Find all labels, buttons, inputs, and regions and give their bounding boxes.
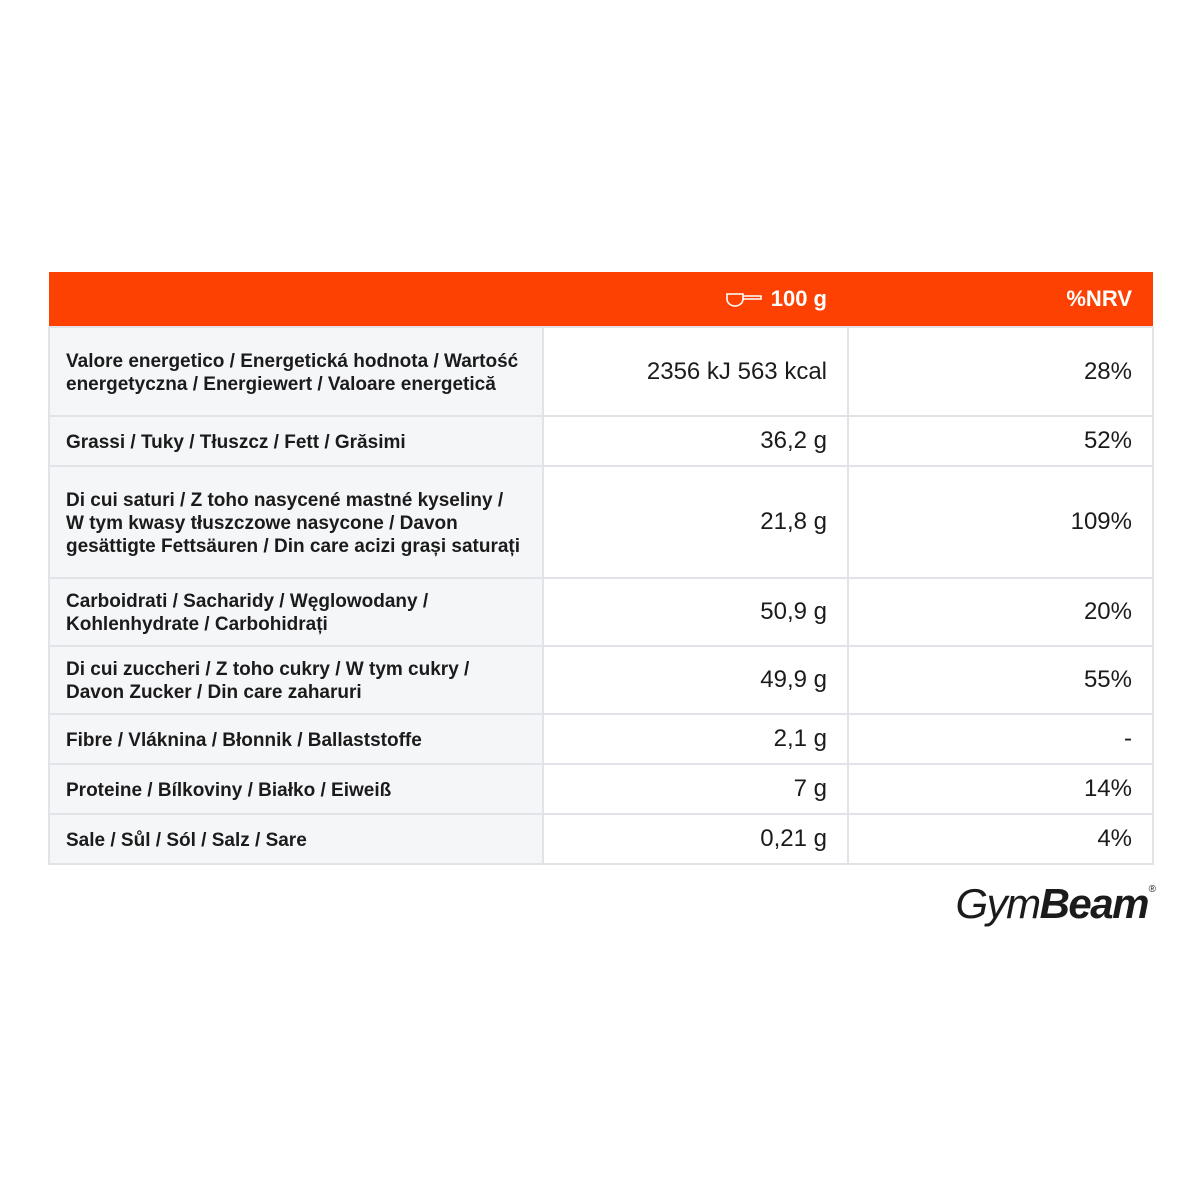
logo-text-beam: Beam	[1039, 880, 1148, 927]
nutrient-label: Proteine / Bílkoviny / Białko / Eiweiß	[49, 764, 543, 814]
scoop-icon	[725, 290, 763, 308]
amount-per-100g: 36,2 g	[543, 416, 848, 466]
nrv-value: 52%	[848, 416, 1153, 466]
amount-per-100g: 2356 kJ 563 kcal	[543, 327, 848, 416]
nrv-value: -	[848, 714, 1153, 764]
nrv-value: 109%	[848, 466, 1153, 578]
gymbeam-logo	[955, 880, 1156, 928]
table-row	[49, 814, 1153, 864]
nrv-value: 4%	[848, 814, 1153, 864]
table-row	[49, 466, 1153, 578]
table-row	[49, 764, 1153, 814]
registered-mark: ®	[1148, 884, 1156, 895]
nrv-value: 20%	[848, 578, 1153, 646]
nutrition-table	[48, 272, 1154, 865]
amount-per-100g: 0,21 g	[543, 814, 848, 864]
nutrient-label: Grassi / Tuky / Tłuszcz / Fett / Grăsimi	[49, 416, 543, 466]
header-nrv-column: %NRV	[848, 272, 1153, 327]
nrv-value: 28%	[848, 327, 1153, 416]
nrv-value: 55%	[848, 646, 1153, 714]
nutrient-label: Sale / Sůl / Sól / Salz / Sare	[49, 814, 543, 864]
table-row	[49, 416, 1153, 466]
header-nutrient-column	[49, 272, 543, 327]
header-serving-column	[543, 272, 848, 327]
table-row	[49, 578, 1153, 646]
amount-per-100g: 2,1 g	[543, 714, 848, 764]
nutrient-label: Carboidrati / Sacharidy / Węglowodany / Kohlenhydrate / Carbohidrați	[49, 578, 543, 646]
serving-size-label: 100 g	[770, 286, 827, 311]
amount-per-100g: 49,9 g	[543, 646, 848, 714]
nrv-value: 14%	[848, 764, 1153, 814]
table-row	[49, 327, 1153, 416]
amount-per-100g: 21,8 g	[543, 466, 848, 578]
nutrient-label: Di cui saturi / Z toho nasycené mastné kyseliny / W tym kwasy tłuszczowe nasycone / Davon gesättigte Fettsäuren / Din care acizi grași saturați	[49, 466, 543, 578]
nutrient-label: Di cui zuccheri / Z toho cukry / W tym cukry / Davon Zucker / Din care zaharuri	[49, 646, 543, 714]
table-row	[49, 714, 1153, 764]
table-header-row	[49, 272, 1153, 327]
logo-text-gym: Gym	[955, 880, 1040, 927]
nutrient-label: Valore energetico / Energetická hodnota / Wartość energetyczna / Energiewert / Valoare energetică	[49, 327, 543, 416]
amount-per-100g: 7 g	[543, 764, 848, 814]
nutrient-label: Fibre / Vláknina / Błonnik / Ballaststoffe	[49, 714, 543, 764]
table-row	[49, 646, 1153, 714]
amount-per-100g: 50,9 g	[543, 578, 848, 646]
